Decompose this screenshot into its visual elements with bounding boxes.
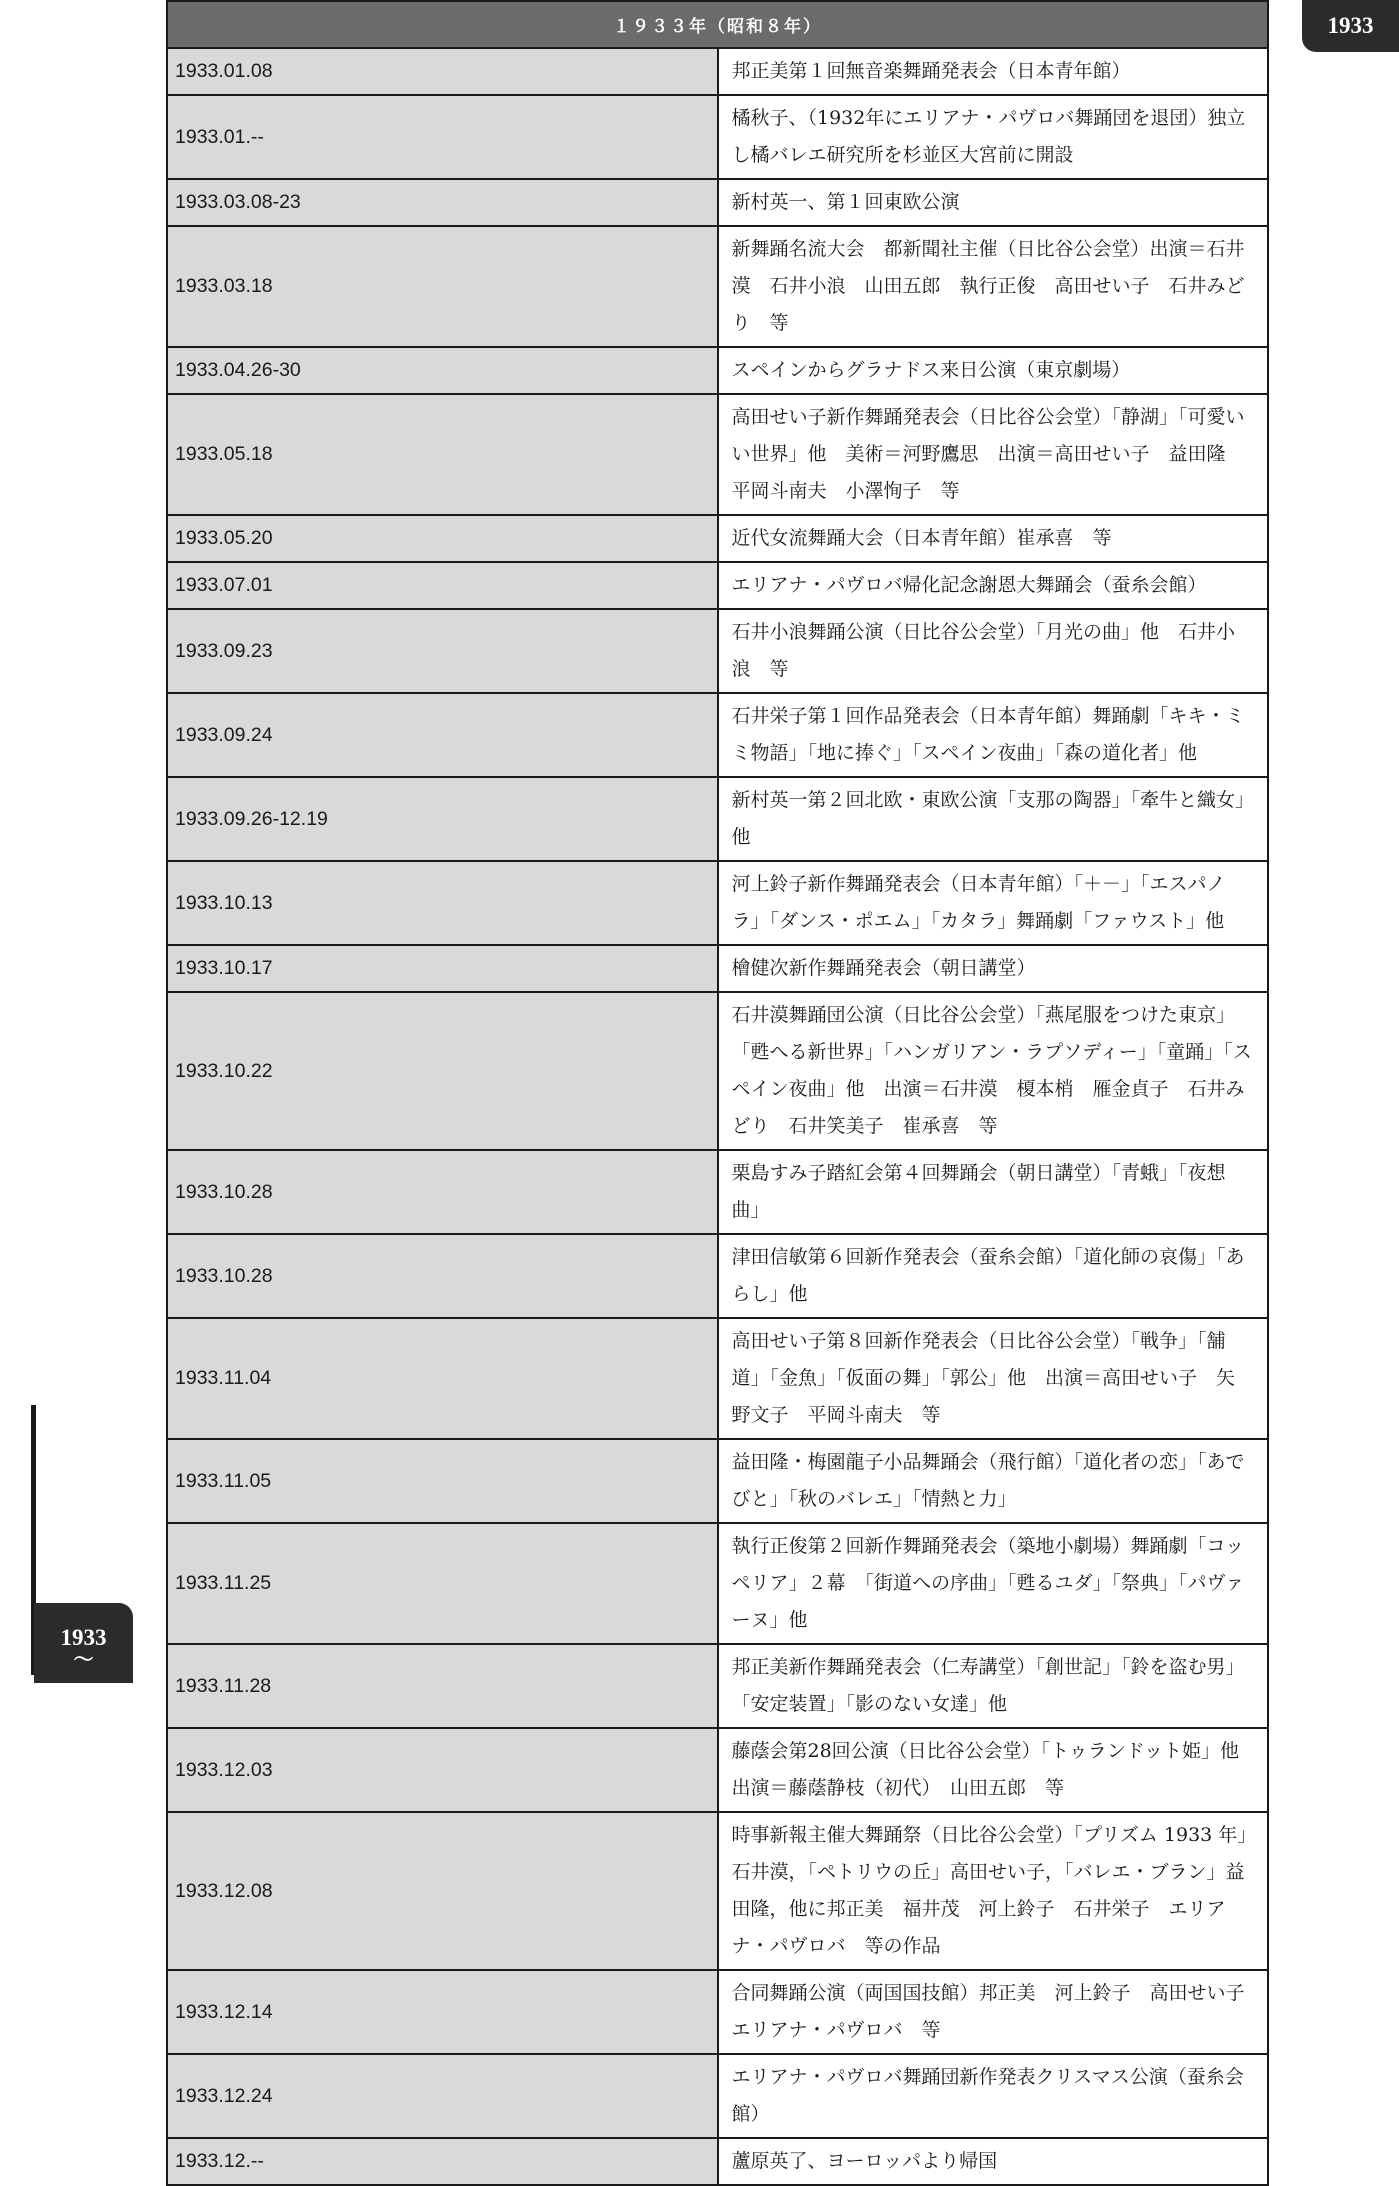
table-row <box>167 1523 1268 1644</box>
event-description: 新舞踊名流大会 都新聞社主催（日比谷公会堂）出演＝石井漠 石井小浪 山田五郎 執行正俊 高田せい子 石井みどり 等 <box>718 226 1269 347</box>
event-date: 1933.04.26-30 <box>167 347 718 394</box>
table-row <box>167 2138 1268 2185</box>
table-header: １９３３年（昭和８年） <box>167 1 1268 48</box>
event-date: 1933.03.08-23 <box>167 179 718 226</box>
table-row <box>167 777 1268 861</box>
table-row <box>167 226 1268 347</box>
timeline-table <box>166 0 1269 2186</box>
event-date: 1933.11.04 <box>167 1318 718 1439</box>
event-description: 高田せい子第８回新作発表会（日比谷公会堂）「戦争」「舗道」「金魚」「仮面の舞」「郭公」他 出演＝高田せい子 矢野文子 平岡斗南夫 等 <box>718 1318 1269 1439</box>
table-row <box>167 945 1268 992</box>
event-description: スペインからグラナドス来日公演（東京劇場） <box>718 347 1269 394</box>
table-row <box>167 562 1268 609</box>
event-date: 1933.10.22 <box>167 992 718 1150</box>
event-date: 1933.09.23 <box>167 609 718 693</box>
event-description: 石井栄子第１回作品発表会（日本青年館）舞踊劇「キキ・ミミ物語」「地に捧ぐ」「スペイン夜曲」「森の道化者」他 <box>718 693 1269 777</box>
table-row <box>167 179 1268 226</box>
event-description: 河上鈴子新作舞踊発表会（日本青年館）「＋－」「エスパノラ」「ダンス・ポエム」「カタラ」舞踊劇「ファウスト」他 <box>718 861 1269 945</box>
year-tab-bottom-year: 1933 <box>60 1625 107 1650</box>
event-date: 1933.07.01 <box>167 562 718 609</box>
table-row <box>167 515 1268 562</box>
event-description: エリアナ・パヴロバ舞踊団新作発表クリスマス公演（蚕糸会館） <box>718 2054 1269 2138</box>
event-description: 石井漠舞踊団公演（日比谷公会堂）「燕尾服をつけた東京」「甦へる新世界」「ハンガリアン・ラプソディー」「童踊」「スペイン夜曲」他 出演＝石井漠 榎本梢 雁金貞子 石井みどり 石井笑美子 崔承喜 等 <box>718 992 1269 1150</box>
event-date: 1933.11.28 <box>167 1644 718 1728</box>
event-description: 橘秋子、（1932年にエリアナ・パヴロバ舞踊団を退団）独立し橘バレエ研究所を杉並区大宮前に開設 <box>718 95 1269 179</box>
table-row <box>167 693 1268 777</box>
table-row <box>167 1150 1268 1234</box>
event-date: 1933.05.20 <box>167 515 718 562</box>
event-date: 1933.03.18 <box>167 226 718 347</box>
table-row <box>167 2054 1268 2138</box>
table-row <box>167 609 1268 693</box>
event-date: 1933.11.05 <box>167 1439 718 1523</box>
event-description: 檜健次新作舞踊発表会（朝日講堂） <box>718 945 1269 992</box>
timeline-body <box>167 48 1268 2185</box>
year-tab-bottom <box>34 1603 133 1683</box>
event-date: 1933.01.-- <box>167 95 718 179</box>
event-description: 邦正美第１回無音楽舞踊発表会（日本青年館） <box>718 48 1269 95</box>
event-date: 1933.09.24 <box>167 693 718 777</box>
table-row <box>167 1812 1268 1970</box>
year-tab-top: 1933 <box>1302 0 1399 52</box>
event-date: 1933.01.08 <box>167 48 718 95</box>
event-description: 高田せい子新作舞踊発表会（日比谷公会堂）「静湖」「可愛いい世界」他 美術＝河野鷹思 出演＝高田せい子 益田隆 平岡斗南夫 小澤恂子 等 <box>718 394 1269 515</box>
table-row <box>167 48 1268 95</box>
table-row <box>167 95 1268 179</box>
event-description: 執行正俊第２回新作舞踊発表会（築地小劇場）舞踊劇「コッペリア」２幕 「街道への序曲」「甦るユダ」「祭典」「パヴァーヌ」他 <box>718 1523 1269 1644</box>
event-date: 1933.10.13 <box>167 861 718 945</box>
table-row <box>167 1439 1268 1523</box>
year-tab-bottom-tilde: 〜 <box>73 1649 94 1671</box>
event-description: 邦正美新作舞踊発表会（仁寿講堂）「創世記」「鈴を盗む男」「安定装置」「影のない女達」他 <box>718 1644 1269 1728</box>
event-description: 新村英一、第１回東欧公演 <box>718 179 1269 226</box>
event-description: 新村英一第２回北欧・東欧公演「支那の陶器」「牽牛と織女」他 <box>718 777 1269 861</box>
table-row <box>167 394 1268 515</box>
table-row <box>167 1234 1268 1318</box>
event-description: 近代女流舞踊大会（日本青年館）崔承喜 等 <box>718 515 1269 562</box>
event-description: 合同舞踊公演（両国国技館）邦正美 河上鈴子 高田せい子 エリアナ・パヴロバ 等 <box>718 1970 1269 2054</box>
table-row <box>167 347 1268 394</box>
event-description: 津田信敏第６回新作発表会（蚕糸会館）「道化師の哀傷」「あらし」他 <box>718 1234 1269 1318</box>
event-date: 1933.10.28 <box>167 1234 718 1318</box>
event-date: 1933.12.14 <box>167 1970 718 2054</box>
event-description: 栗島すみ子踏紅会第４回舞踊会（朝日講堂）「青蛾」「夜想曲」 <box>718 1150 1269 1234</box>
event-date: 1933.10.28 <box>167 1150 718 1234</box>
event-date: 1933.12.-- <box>167 2138 718 2185</box>
table-row <box>167 1644 1268 1728</box>
table-row <box>167 1318 1268 1439</box>
event-date: 1933.11.25 <box>167 1523 718 1644</box>
event-date: 1933.12.08 <box>167 1812 718 1970</box>
table-row <box>167 992 1268 1150</box>
event-description: 石井小浪舞踊公演（日比谷公会堂）「月光の曲」他 石井小浪 等 <box>718 609 1269 693</box>
event-date: 1933.12.03 <box>167 1728 718 1812</box>
event-description: エリアナ・パヴロバ帰化記念謝恩大舞踊会（蚕糸会館） <box>718 562 1269 609</box>
event-date: 1933.12.24 <box>167 2054 718 2138</box>
event-description: 蘆原英了、ヨーロッパより帰国 <box>718 2138 1269 2185</box>
event-description: 益田隆・梅園龍子小品舞踊会（飛行館）「道化者の恋」「あでびと」「秋のバレエ」「情熱と力」 <box>718 1439 1269 1523</box>
event-date: 1933.05.18 <box>167 394 718 515</box>
table-row <box>167 1728 1268 1812</box>
table-row <box>167 1970 1268 2054</box>
event-description: 藤蔭会第28回公演（日比谷公会堂）「トゥランドット姫」他 出演＝藤蔭静枝（初代） 山田五郎 等 <box>718 1728 1269 1812</box>
event-date: 1933.09.26-12.19 <box>167 777 718 861</box>
table-row <box>167 861 1268 945</box>
event-description: 時事新報主催大舞踊祭（日比谷公会堂）「プリズム 1933 年」石井漠，「ペトリウの丘」高田せい子，「バレエ・ブラン」益田隆，他に邦正美 福井茂 河上鈴子 石井栄子 エリアナ・パヴロバ 等の作品 <box>718 1812 1269 1970</box>
event-date: 1933.10.17 <box>167 945 718 992</box>
